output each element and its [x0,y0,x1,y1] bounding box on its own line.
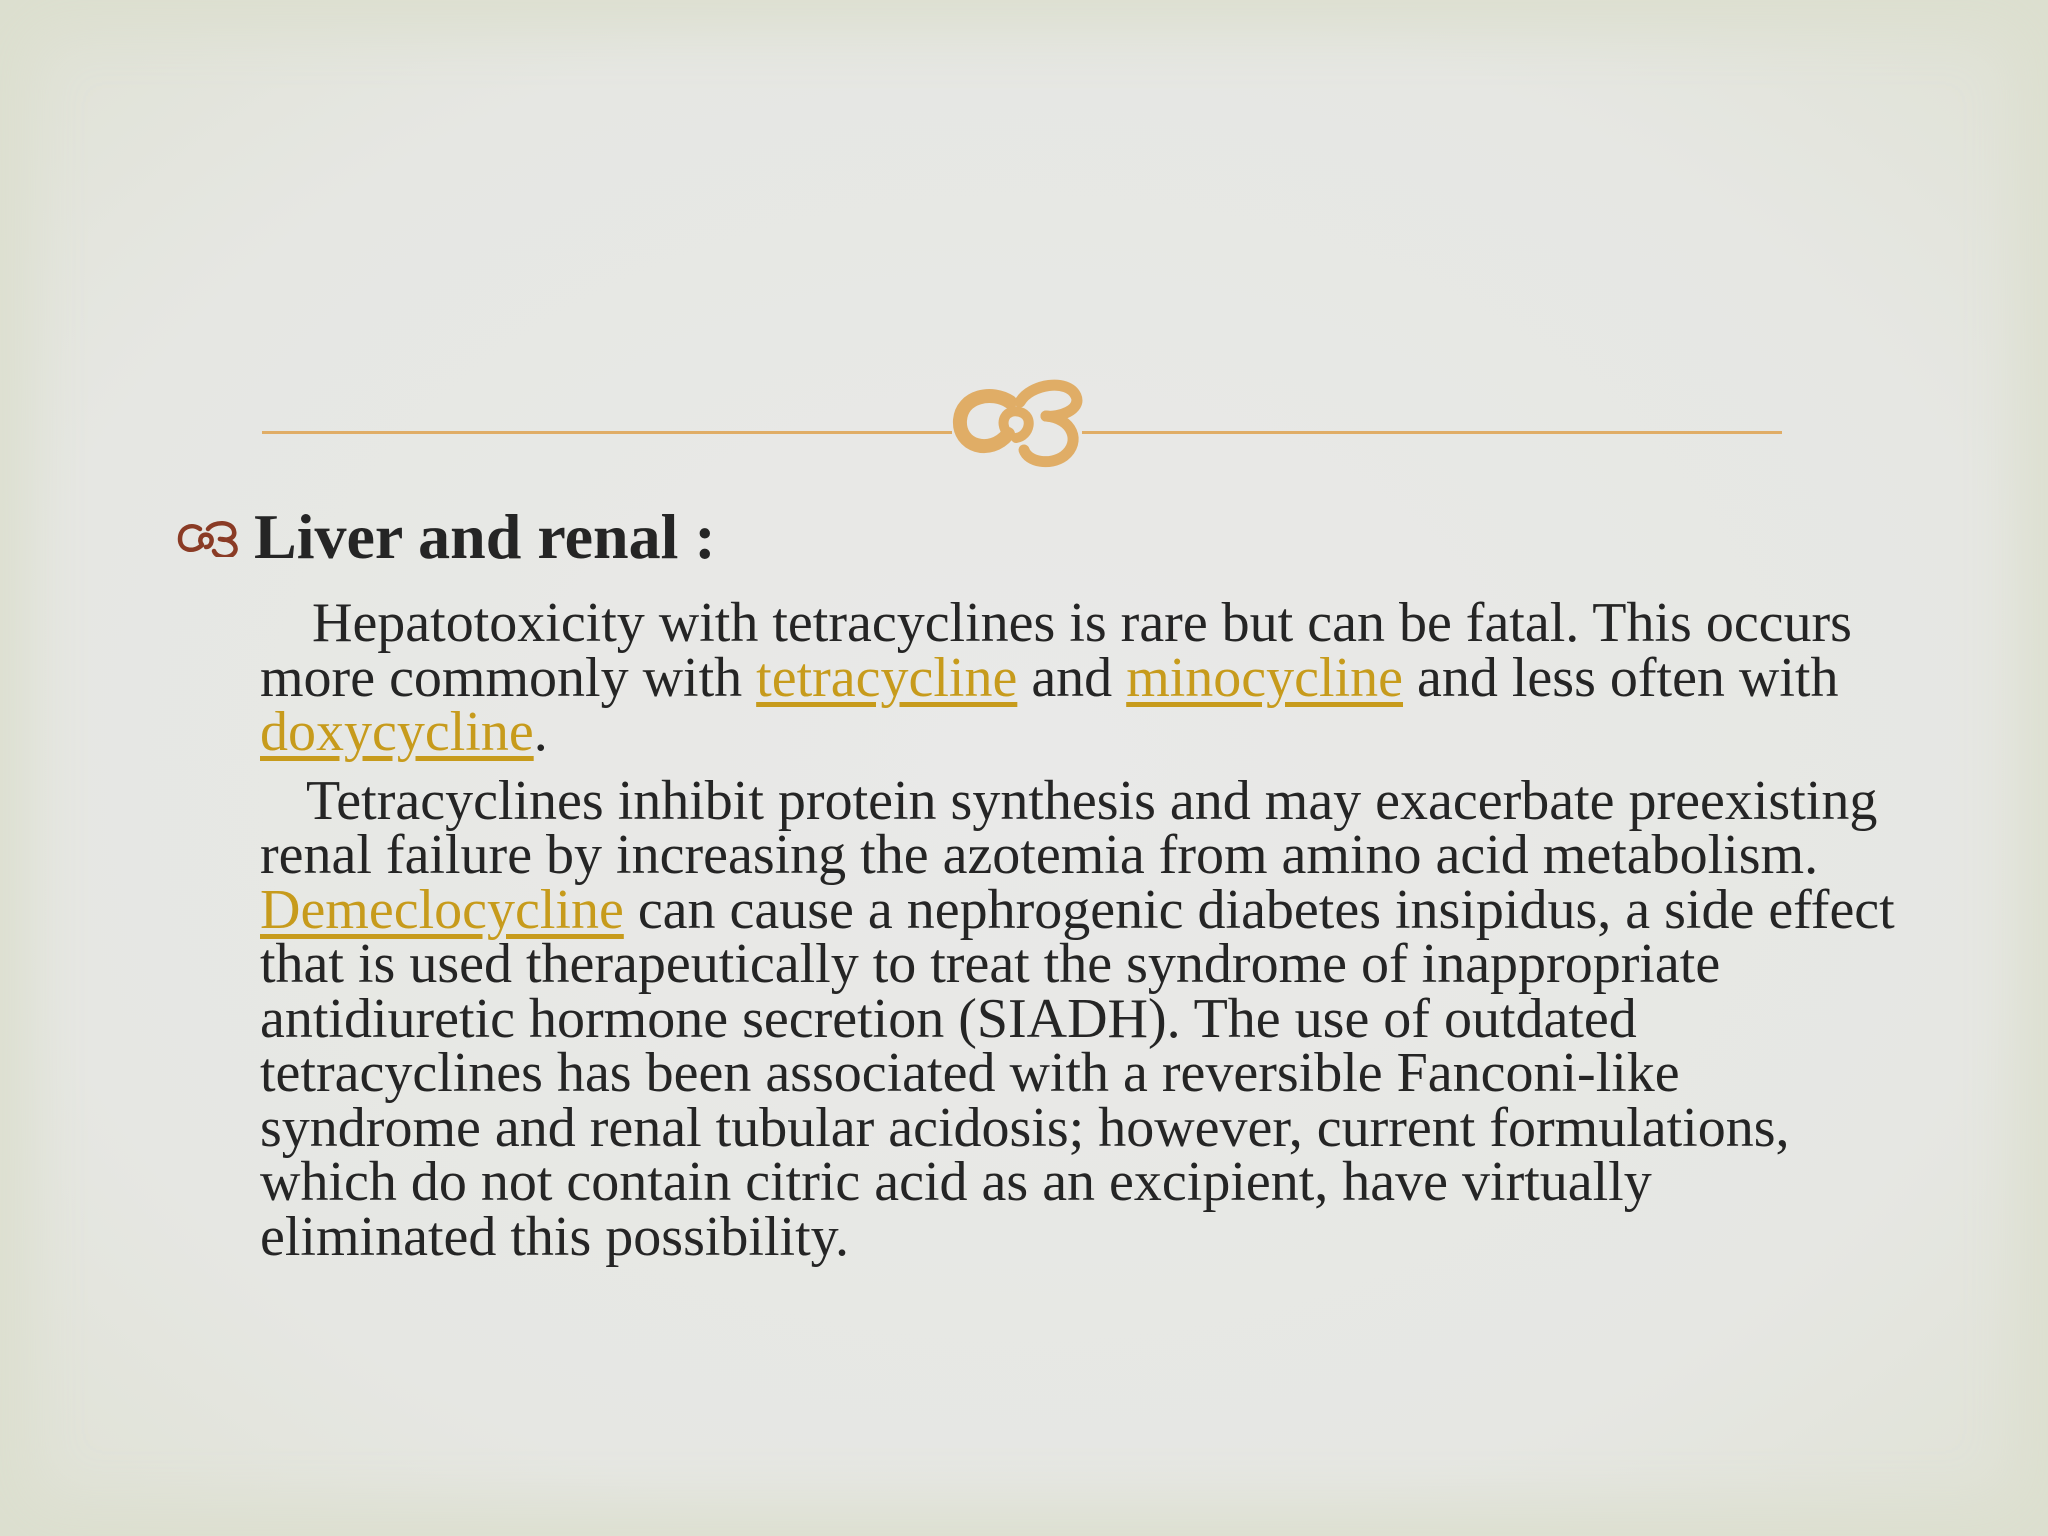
ornament-flourish-icon [948,372,1098,472]
paragraph1-text-1: Hepatotoxicity with tetracyclines is rare but can be fatal. This occurs more commonly with [260,592,1852,709]
divider-line-left [262,431,952,434]
paragraph-renal [260,769,1900,1268]
slide-body [260,592,1900,1268]
link-minocycline[interactable]: minocycline [1126,646,1403,709]
flourish-bullet-icon [176,517,244,557]
bullet-heading-row [176,502,716,572]
paragraph1-text-4: . [533,701,548,763]
paragraph1-text-3: and less often with [1403,646,1839,709]
link-doxycycline[interactable]: doxycycline [260,701,534,763]
paragraph2-text-1: Tetracyclines inhibit protein synthesis and may exacerbate preexisting renal failure by increasing the azotemia from amino acid metabolism. [260,769,1878,886]
paragraph1-text-2: and [1017,646,1127,709]
link-tetracycline[interactable]: tetracycline [756,646,1018,709]
paragraph-hepatotoxicity [260,592,1900,763]
slide-heading: Liver and renal : [254,501,716,572]
divider-line-right [1082,431,1782,434]
link-demeclocycline[interactable]: Demeclocycline [260,878,624,941]
paragraph2-text-2: can cause a nephrogenic diabetes insipidus, a side effect that is used therapeutically to treat the syndrome of inappropriate antidiuretic hormone secretion (SIADH). The use of outdated tetracyclines has been associated with a reversible Fanconi-like syndrome and renal tubular acidosis; however, current formulations, which do not contain citric acid as an excipient, have virtually eliminated this possibility. [260,878,1895,1268]
